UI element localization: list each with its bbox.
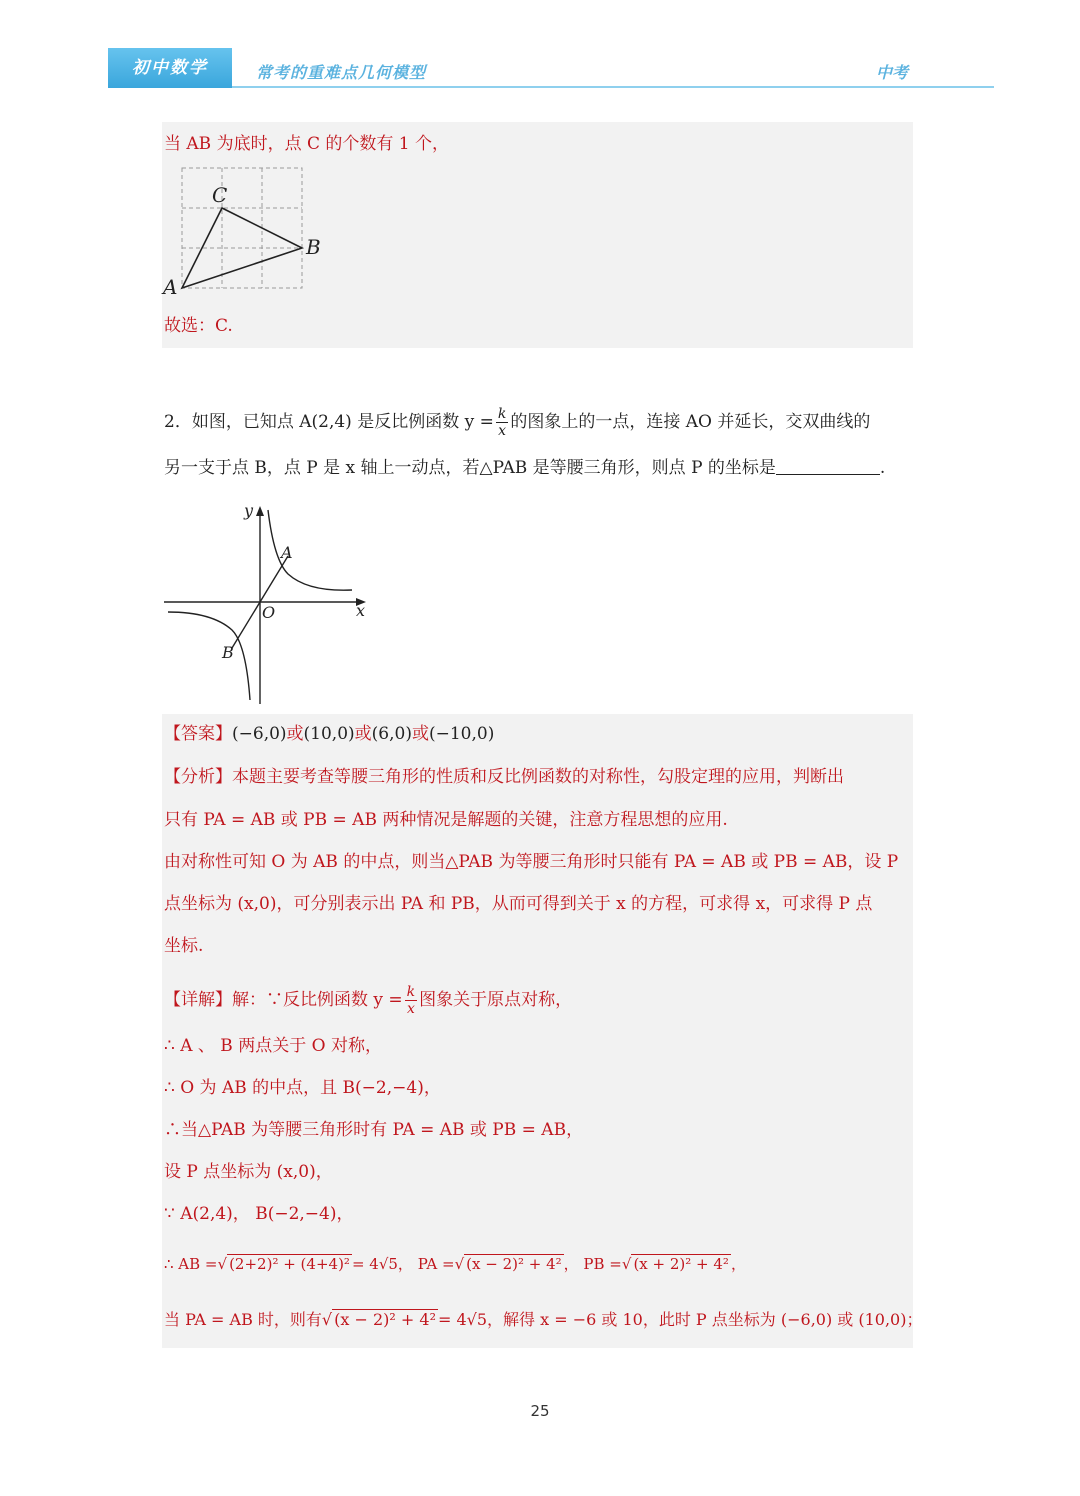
header-right-label: 中考	[875, 63, 908, 82]
answer-part-2: (10,0)	[303, 724, 355, 744]
q2-frac-num: k	[497, 406, 507, 422]
label-a: A	[163, 275, 178, 299]
q2-line1-post: 的图象上的一点，连接 AO 并延长，交双曲线的	[510, 412, 871, 432]
ab-radicand: (2+2)² + (4+4)²	[229, 1255, 350, 1273]
hyperbola-figure	[160, 500, 380, 710]
page-header	[108, 48, 994, 90]
detail-frac-num: k	[406, 984, 416, 1000]
analysis-text-1: 本题主要考查等腰三角形的性质和反比例函数的对称性，勾股定理的应用，判断出	[232, 767, 844, 787]
q2-line2-text: 另一支于点 B，点 P 是 x 轴上一动点，若△PAB 是等腰三角形，则点 P 的坐标是	[164, 458, 776, 478]
detail-line-2: ∴ A 、 B 两点关于 O 对称，	[164, 1036, 382, 1056]
detail-frac-den: x	[406, 1001, 415, 1017]
prev-answer-line: 故选：C.	[164, 316, 233, 336]
detail-line-8: 当 PA = AB 时，则有√ (x − 2)² + 4² = 4√5，解得 x = −6 或 10，此时 P 点坐标为 (−6,0) 或 (10,0)；	[164, 1310, 923, 1329]
detail-line-3: ∴ O 为 AB 的中点，且 B(−2,−4)，	[164, 1078, 441, 1098]
answer-line	[164, 722, 494, 746]
label-o: O	[262, 603, 276, 622]
q2-line2-end: .	[879, 458, 886, 478]
hyperbola-branch-lower	[168, 612, 250, 700]
header-rule	[232, 86, 994, 88]
question-2-line-2	[164, 456, 885, 480]
y-axis-arrow	[256, 506, 264, 516]
answer-part-3: 或	[354, 724, 372, 744]
detail-line-7: ∴ AB =√ (2+2)² + (4+4)² = 4√5， PA =√ (x − 2)² + 4² ， PB =√ (x + 2)² + 4² ，	[164, 1255, 746, 1273]
d8-radicand: (x − 2)² + 4²	[334, 1310, 436, 1329]
analysis-line-4: 点坐标为 (x,0)，可分别表示出 PA 和 PB，从而可得到关于 x 的方程，可求得 x，可求得 P 点	[164, 894, 873, 914]
answer-tag: 【答案】	[164, 724, 232, 744]
question-2-line-1	[164, 406, 870, 439]
analysis-line-1	[164, 765, 844, 789]
analysis-tag: 【分析】	[164, 767, 232, 787]
answer-part-4: (6,0)	[371, 724, 412, 744]
q2-fraction	[496, 406, 508, 439]
ab-result: = 4√5，	[351, 1255, 413, 1273]
label-y: y	[244, 501, 254, 520]
answer-part-6: (−10,0)	[428, 724, 495, 744]
d8-pre: 当 PA = AB 时，则有	[164, 1310, 322, 1329]
detail-line-4: ∴当△PAB 为等腰三角形时有 PA = AB 或 PB = AB，	[164, 1120, 584, 1140]
analysis-line-3: 由对称性可知 O 为 AB 的中点，则当△PAB 为等腰三角形时只能有 PA = AB 或 PB = AB，设 P	[164, 852, 899, 872]
q2-frac-den: x	[498, 423, 507, 439]
detail-tag: 【详解】	[164, 990, 232, 1010]
d8-post: = 4√5，解得 x = −6 或 10，此时 P 点坐标为 (−6,0) 或 (10,0)；	[437, 1310, 923, 1329]
pb-eq-label: ， PB =	[563, 1255, 622, 1273]
answer-blank[interactable]	[776, 456, 880, 475]
analysis-line-2: 只有 PA = AB 或 PB = AB 两种情况是解题的关键，注意方程思想的应用.	[164, 810, 728, 830]
label-x: x	[356, 601, 366, 620]
header-badge: 初中数学	[108, 48, 232, 88]
answer-part-0: (−6,0)	[232, 724, 287, 744]
label-c: C	[212, 183, 228, 207]
detail-line-1	[164, 984, 572, 1017]
detail-line-5: 设 P 点坐标为 (x,0)，	[164, 1162, 333, 1182]
line7-end: ，	[730, 1255, 746, 1273]
page-number: 25	[530, 1402, 550, 1420]
answer-part-1: 或	[286, 724, 304, 744]
detail-line-6: ∵ A(2,4)， B(−2,−4)，	[164, 1204, 354, 1224]
detail-fraction	[405, 984, 417, 1017]
detail-text-post: 图象关于原点对称，	[419, 990, 573, 1010]
ab-eq-label: ∴ AB =	[164, 1255, 218, 1273]
header-subtitle: 常考的重难点几何模型	[256, 63, 427, 82]
pa-eq-label: PA =	[417, 1255, 455, 1273]
answer-part-5: 或	[411, 724, 429, 744]
triangle-figure	[160, 162, 330, 302]
dashed-grid	[182, 168, 302, 288]
pa-radicand: (x − 2)² + 4²	[466, 1255, 562, 1273]
pb-radicand: (x + 2)² + 4²	[633, 1255, 729, 1273]
label-b: B	[306, 235, 321, 259]
detail-text-pre: 解：∵反比例函数 y =	[232, 990, 403, 1010]
q2-line1-pre: 2．如图，已知点 A(2,4) 是反比例函数 y =	[164, 412, 494, 432]
label-a: A	[281, 543, 293, 562]
analysis-line-5: 坐标.	[164, 936, 204, 956]
label-b: B	[222, 643, 234, 662]
prev-solution-line: 当 AB 为底时，点 C 的个数有 1 个，	[164, 134, 450, 154]
